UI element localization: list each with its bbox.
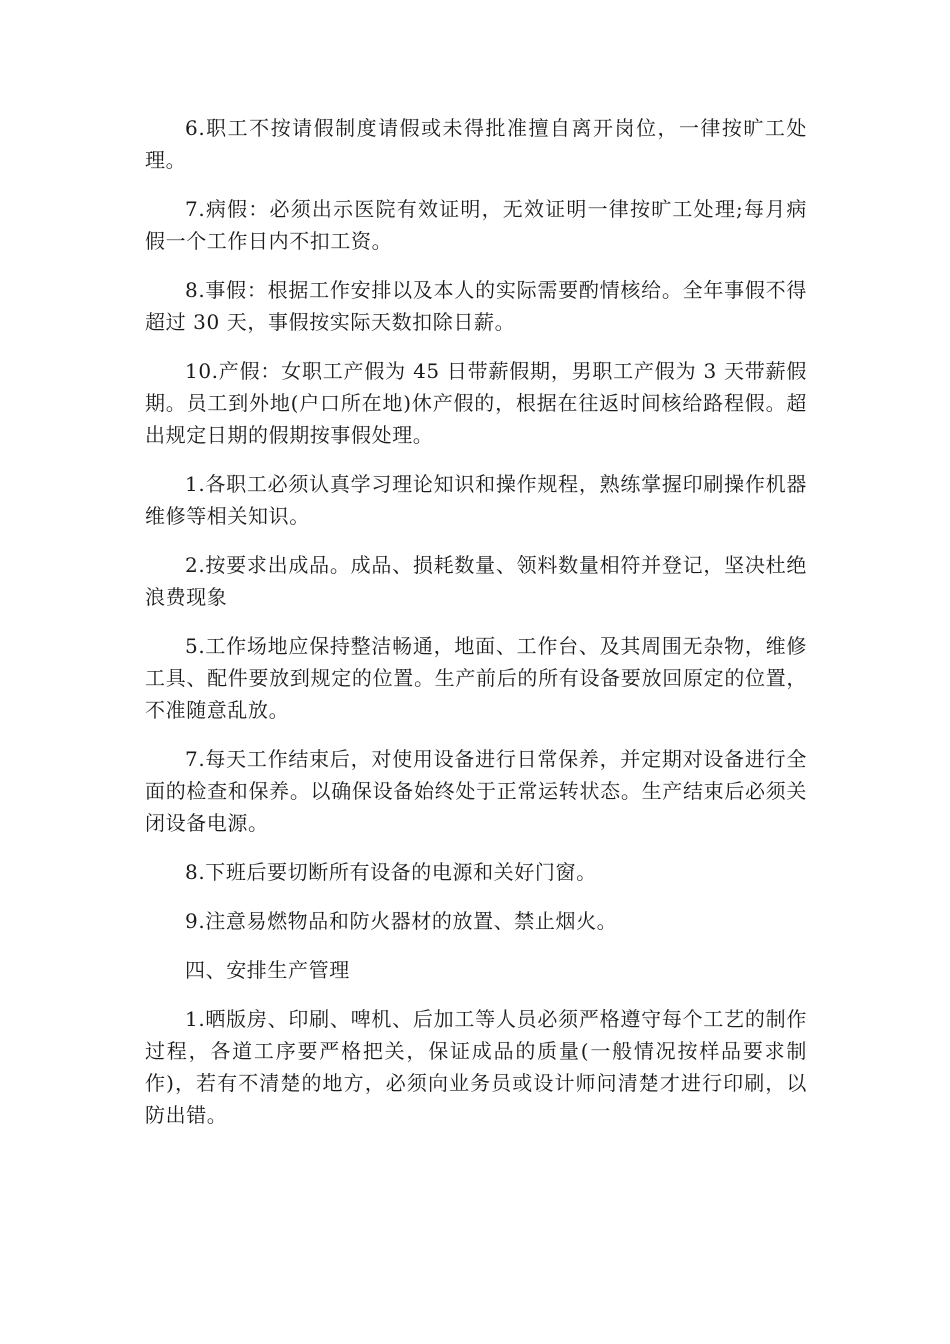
paragraph-maternity-leave: 10.产假：女职工产假为 45 日带薪假期，男职工产假为 3 天带薪假期。员工到外地(户口所在地)休产假的，根据在往返时间核给路程假。超出规定日期的假期按事假处理。 bbox=[145, 359, 807, 447]
paragraph-personal-leave: 8.事假：根据工作安排以及本人的实际需要酌情核给。全年事假不得超过 30 天，事假按实际天数扣除日薪。 bbox=[145, 278, 807, 334]
document-body bbox=[145, 112, 807, 1148]
paragraph-study-rules: 1.各职工必须认真学习理论知识和操作规程，熟练掌握印刷操作机器维修等相关知识。 bbox=[145, 472, 807, 528]
paragraph-maintenance-rules: 7.每天工作结束后，对使用设备进行日常保养，并定期对设备进行全面的检查和保养。以确保设备始终处于正常运转状态。生产结束后必须关闭设备电源。 bbox=[145, 747, 807, 835]
paragraph-sick-leave: 7.病假：必须出示医院有效证明，无效证明一律按旷工处理;每月病假一个工作日内不扣工资。 bbox=[145, 197, 807, 253]
paragraph-workplace-rules: 5.工作场地应保持整洁畅通，地面、工作台、及其周围无杂物，维修工具、配件要放到规定的位置。生产前后的所有设备要放回原定的位置，不准随意乱放。 bbox=[145, 634, 807, 722]
paragraph-production-rules: 1.晒版房、印刷、啤机、后加工等人员必须严格遵守每个工艺的制作过程，各道工序要严格把关，保证成品的质量(一般情况按样品要求制作)，若有不清楚的地方，必须向业务员或设计师问清楚才进行印刷，以防出错。 bbox=[145, 1007, 807, 1127]
paragraph-power-off-rules: 8.下班后要切断所有设备的电源和关好门窗。 bbox=[185, 860, 597, 884]
paragraph-fire-safety: 9.注意易燃物品和防火器材的放置、禁止烟火。 bbox=[185, 909, 618, 933]
section-heading-production: 四、安排生产管理 bbox=[185, 958, 350, 982]
paragraph-output-rules: 2.按要求出成品。成品、损耗数量、领料数量相符并登记，坚决杜绝浪费现象 bbox=[145, 553, 807, 609]
paragraph-leave-rule-6: 6.职工不按请假制度请假或未得批准擅自离开岗位，一律按旷工处理。 bbox=[145, 116, 807, 172]
